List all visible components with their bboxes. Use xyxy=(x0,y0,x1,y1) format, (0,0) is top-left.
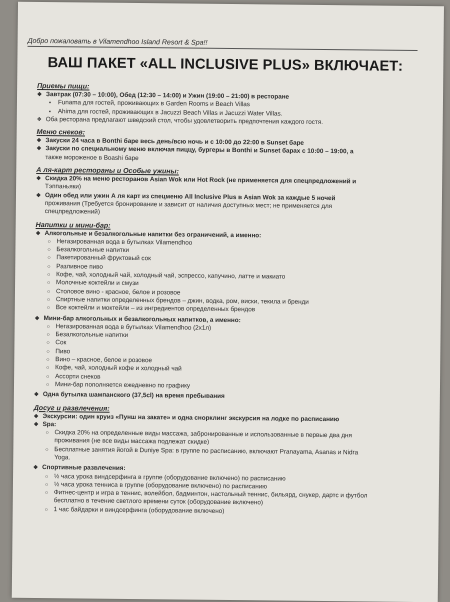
list-item: ○ Вино – красное, белое и розовое xyxy=(34,356,419,368)
welcome-header: Добро пожаловать в Vilamendhoo Island Resort & Spa!! xyxy=(28,38,418,51)
list-item: ○ Кофе, чай, холодный кофе и холодный чай xyxy=(34,364,419,376)
snacks-line-2b: также мороженое в Boashi баре xyxy=(45,153,139,162)
drinks-champagne: ❖ Одна бутылка шампанского (37,5cl) на время пребывания xyxy=(34,391,419,403)
list-item: ○ Негазированная вода в бутылках Vilamendhoo xyxy=(35,238,420,250)
spa-item-2: ○ Бесплатные занятия йогой в Duniye Spa: в группе по расписанию, включают Pranayama, Asanas и Nidra xyxy=(33,446,418,458)
leisure-excursions: ❖ Экскурсии: один круиз «Пунш на закате» и одна снорклинг экскурсия на лодке по расписанию xyxy=(34,412,419,424)
list-item: ○ Разливное пиво xyxy=(35,263,420,275)
section-drinks-heading: Напитки и мини-бар: xyxy=(35,221,111,230)
alacarte-line-2c: спецпредложений) xyxy=(44,208,100,216)
list-item: ○ Безалкогольные напитки xyxy=(35,246,420,258)
leisure-spa: ❖ Spa: xyxy=(34,421,419,433)
sport-list xyxy=(33,473,418,519)
drinks-minibar-title: ❖ Мини-бар алкогольных и безалкогольных напитков, а именно: xyxy=(35,314,420,326)
list-item: ○ Кофе, чай, холодный чай, холодный чай, эспрессо, капучино, латте и макиато xyxy=(35,271,420,283)
snacks-line-2: ❖ Закуски по специальному меню включая пиццу, бургеры в Bonthi и Sunset барах с 10:00 – 19:00, а xyxy=(36,145,421,157)
list-item: ○ Безалкогольные напитки xyxy=(34,331,419,343)
spa-item-1b: проживания (не все виды массажа подлежат скидке) xyxy=(54,437,210,447)
list-item: ○ ½ часа урока тенниса в группе (оборудование включено) по расписанию xyxy=(33,481,418,493)
meals-line-2: ❖ Оба ресторана предлагают шведский стол, чтобы удовлетворить предпочтения каждого гостя. xyxy=(37,116,422,128)
list-item: ○ Пиво xyxy=(34,348,419,360)
alacarte-line-2: ❖ Один обед или ужин А ля карт из спецменю All Inclusive Plus в Asian Wok за каждые 5 ночей xyxy=(36,192,421,204)
list-item: ○ Ассорти снеков xyxy=(34,373,419,385)
drinks-alcohol-list xyxy=(35,238,421,317)
document-body xyxy=(33,78,423,518)
alacarte-line-1b: Тэппаньяки) xyxy=(45,183,82,191)
snacks-line-1: ❖ Закуски 24 часа в Bonthi баре весь день/всю ночь и с 10:00 до 22:00 в Sunset баре xyxy=(37,137,422,149)
list-item: бесплатно в течение светлого времени суток (оборудование включено) xyxy=(53,497,264,507)
document-page xyxy=(12,2,444,602)
list-item: ○ 1 час байдарки и виндсерфинга (оборудование включено) xyxy=(33,506,418,518)
alacarte-line-2b: проживания (Требуется бронирование и зависит от наличия доступных мест; не применяется для xyxy=(44,200,333,211)
list-item: ○ Негазированная вода в бутылках Vilamendhoo (2x1л) xyxy=(35,323,420,335)
list-item: ○ Столовое вино - красное, белое и розовое xyxy=(35,288,420,300)
list-item: ○ Мини-бар пополняется ежедневно по графику xyxy=(34,381,419,393)
spa-item-2b: Yoga. xyxy=(54,454,71,462)
drinks-minibar-list xyxy=(34,323,420,393)
list-item: ○ ½ часа урока виндсерфинга в группе (оборудование включено) по расписанию xyxy=(33,473,418,485)
alacarte-line-1: ❖ Скидка 20% на меню ресторанов Asian Wok или Hot Rock (не применяется для спецпредложений и xyxy=(36,175,421,187)
section-alacarte-heading: А ля-карт рестораны и Особые ужины: xyxy=(36,167,179,176)
meals-sub-1: ▪ Funama для гостей, проживающих в Garden Rooms и Beach Villas xyxy=(37,99,422,111)
section-snacks-heading: Меню снеков: xyxy=(36,129,86,137)
meals-line-1: ❖ Завтрак (07:30 – 10:00), Обед (12:30 – 14:00) и Ужин (19:00 – 21:00) в ресторане xyxy=(37,91,422,103)
list-item: ○ Сок xyxy=(34,339,419,351)
leisure-sport: ❖ Спортивные развлечения: xyxy=(33,464,418,476)
list-item: ○ Молочные коктейли и смузи xyxy=(35,279,420,291)
meals-sub-2: ▪ Ahima для гостей, проживающих в Jacuzzi Beach Villas и Jacuzzi Water Villas. xyxy=(37,108,422,120)
section-leisure-heading: Досуг и развлечения: xyxy=(33,404,110,413)
section-meals-heading: Приемы пищи: xyxy=(37,82,90,91)
list-item: ○ Спиртные напитки определенных брендов – джин, водка, ром, виски, текила и бренди xyxy=(35,296,420,308)
list-item: ○ Пакетированный фруктовый сок xyxy=(35,254,420,266)
list-item: ○ Все коктейли и моктейли – из ингредиентов определенных брендов xyxy=(35,304,420,316)
list-item: ○ Фитнес-центр и игра в теннис, волейбол, бадминтон, настольный теннис, бильярд, снукер, дартс и футбол xyxy=(33,489,418,501)
drinks-alcohol-title: ❖ Алкогольные и безалкогольные напитки без ограничений, а именно: xyxy=(36,230,421,242)
spa-item-1: ○ Скидка 20% на определенные виды массажа, забронированные и использованные в первые два дня xyxy=(33,429,418,441)
page-title: ВАШ ПАКЕТ «ALL INCLUSIVE PLUS» ВКЛЮЧАЕТ: xyxy=(47,55,404,75)
